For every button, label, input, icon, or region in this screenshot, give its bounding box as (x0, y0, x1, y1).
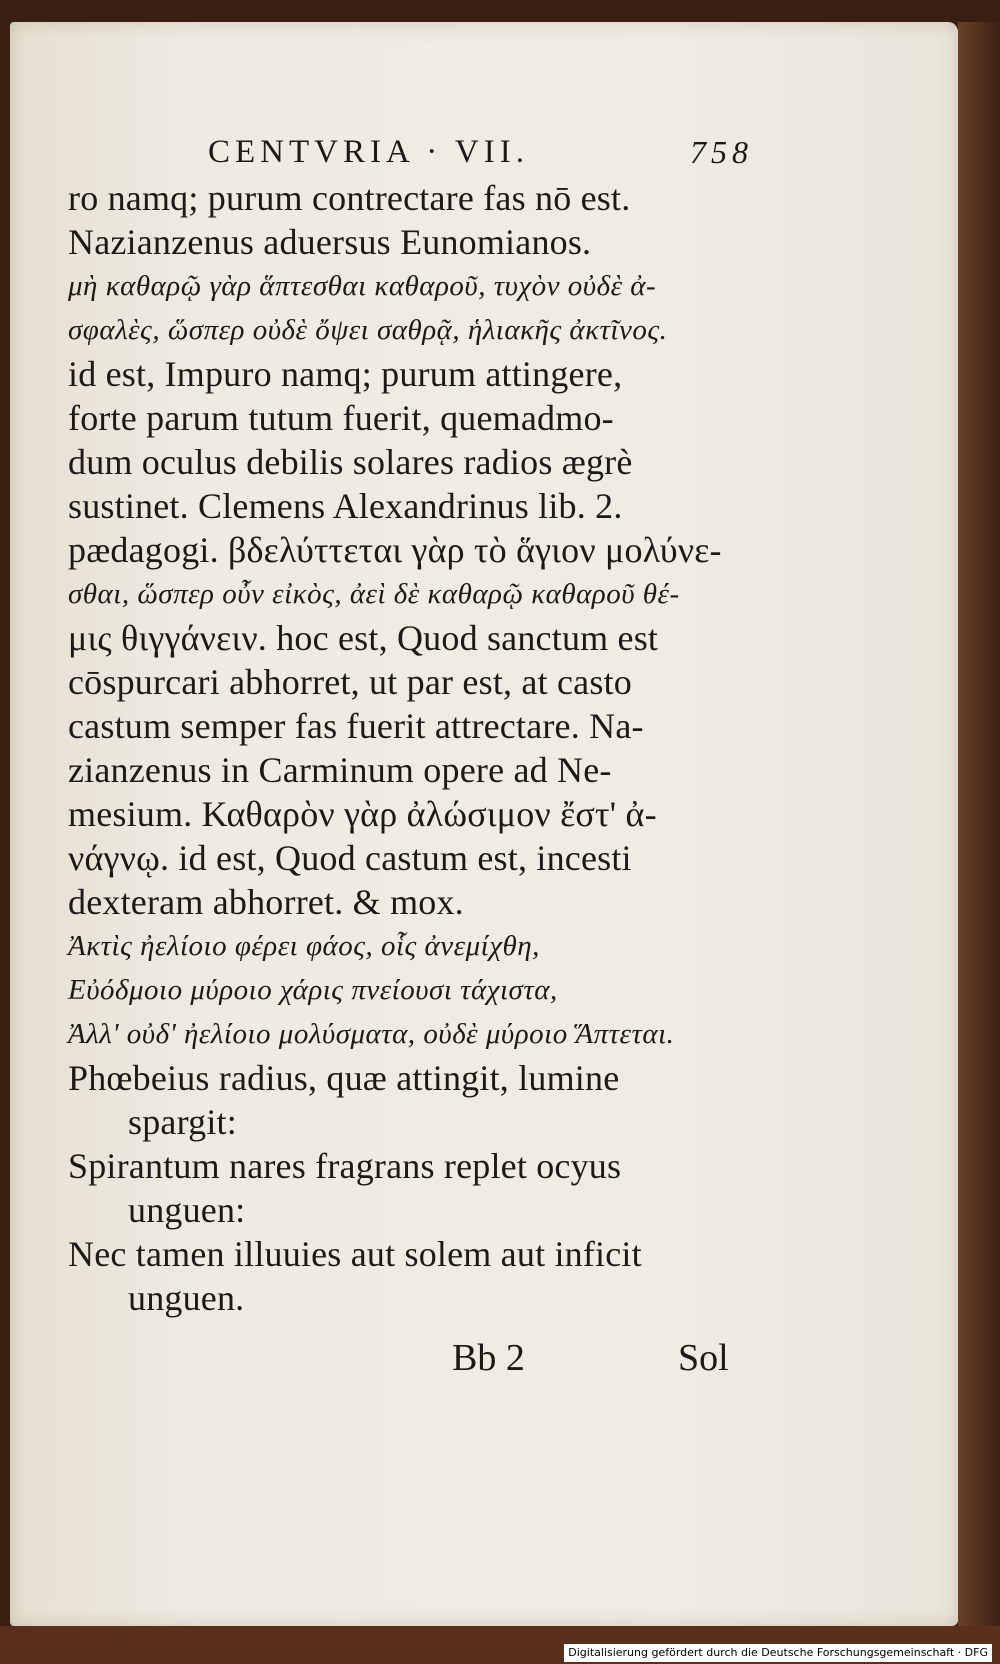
text-line: unguen: (128, 1190, 246, 1230)
text-line: unguen. (128, 1278, 245, 1318)
signature-line (68, 1328, 768, 1388)
text-line: σθαι, ὥσπερ οὖν εἰκὸς, ἀεὶ δὲ καθαρῷ καθαροῦ θέ- (68, 578, 680, 610)
text-line: Nazianzenus aduersus Eunomianos. (68, 222, 592, 262)
text-line: νάγνῳ. id est, Quod castum est, incesti (68, 838, 632, 878)
page-number: 758 (690, 134, 753, 170)
text-line: σφαλὲς, ὥσπερ οὐδὲ ὄψει σαθρᾷ, ἡλιακῆς ἀκτῖνος. (68, 314, 668, 346)
text-line: Ἀκτὶς ἠελίοιο φέρει φάος, οἷς ἀνεμίχθη, (68, 930, 540, 962)
digitization-credit: Digitalisierung gefördert durch die Deutsche Forschungsgemeinschaft · DFG (564, 1644, 992, 1662)
text-line: ro namq; purum contrectare fas nō est. (68, 178, 631, 218)
text-line: μις θιγγάνειν. hoc est, Quod sanctum est (68, 618, 659, 658)
page-text (68, 130, 768, 1388)
text-line: mesium. Καθαρὸν γὰρ ἀλώσιμον ἔστ' ἀ- (68, 794, 657, 834)
text-line: Spirantum nares fragrans replet ocyus (68, 1146, 622, 1186)
text-line: μὴ καθαρῷ γὰρ ἅπτεσθαι καθαροῦ, τυχὸν οὐδὲ ἀ- (68, 270, 657, 302)
text-line: forte parum tutum fuerit, quemadmo- (68, 398, 614, 438)
text-line: pædagogi. βδελύττεται γὰρ τὸ ἅγιον μολύνε- (68, 530, 722, 570)
text-line: castum semper fas fuerit attrectare. Na- (68, 706, 644, 746)
text-line: zianzenus in Carminum opere ad Ne- (68, 750, 612, 790)
signature-mark: Bb 2 (452, 1337, 525, 1379)
running-title: CENTVRIA · VII. (208, 134, 529, 170)
text-line: Ἀλλ' οὐδ' ἠελίοιο μολύσματα, οὐδὲ μύροιο Ἅπτεται. (68, 1018, 675, 1050)
text-lines (68, 176, 768, 1320)
running-header (68, 130, 768, 176)
text-line: dexteram abhorret. & mox. (68, 882, 464, 922)
text-line: Phœbeius radius, quæ attingit, lumine (68, 1058, 620, 1098)
page-edge (958, 22, 1000, 1626)
text-line: dum oculus debilis solares radios ægrè (68, 442, 633, 482)
text-line: cōspurcari abhorret, ut par est, at casto (68, 662, 632, 702)
text-line: Nec tamen illuuies aut solem aut inficit (68, 1234, 642, 1274)
text-line: spargit: (128, 1102, 237, 1142)
catchword: Sol (678, 1337, 729, 1379)
text-line: sustinet. Clemens Alexandrinus lib. 2. (68, 486, 623, 526)
text-line: id est, Impuro namq; purum attingere, (68, 354, 623, 394)
text-line: Εὐόδμοιο μύροιο χάρις πνείουσι τάχιστα, (68, 974, 558, 1006)
